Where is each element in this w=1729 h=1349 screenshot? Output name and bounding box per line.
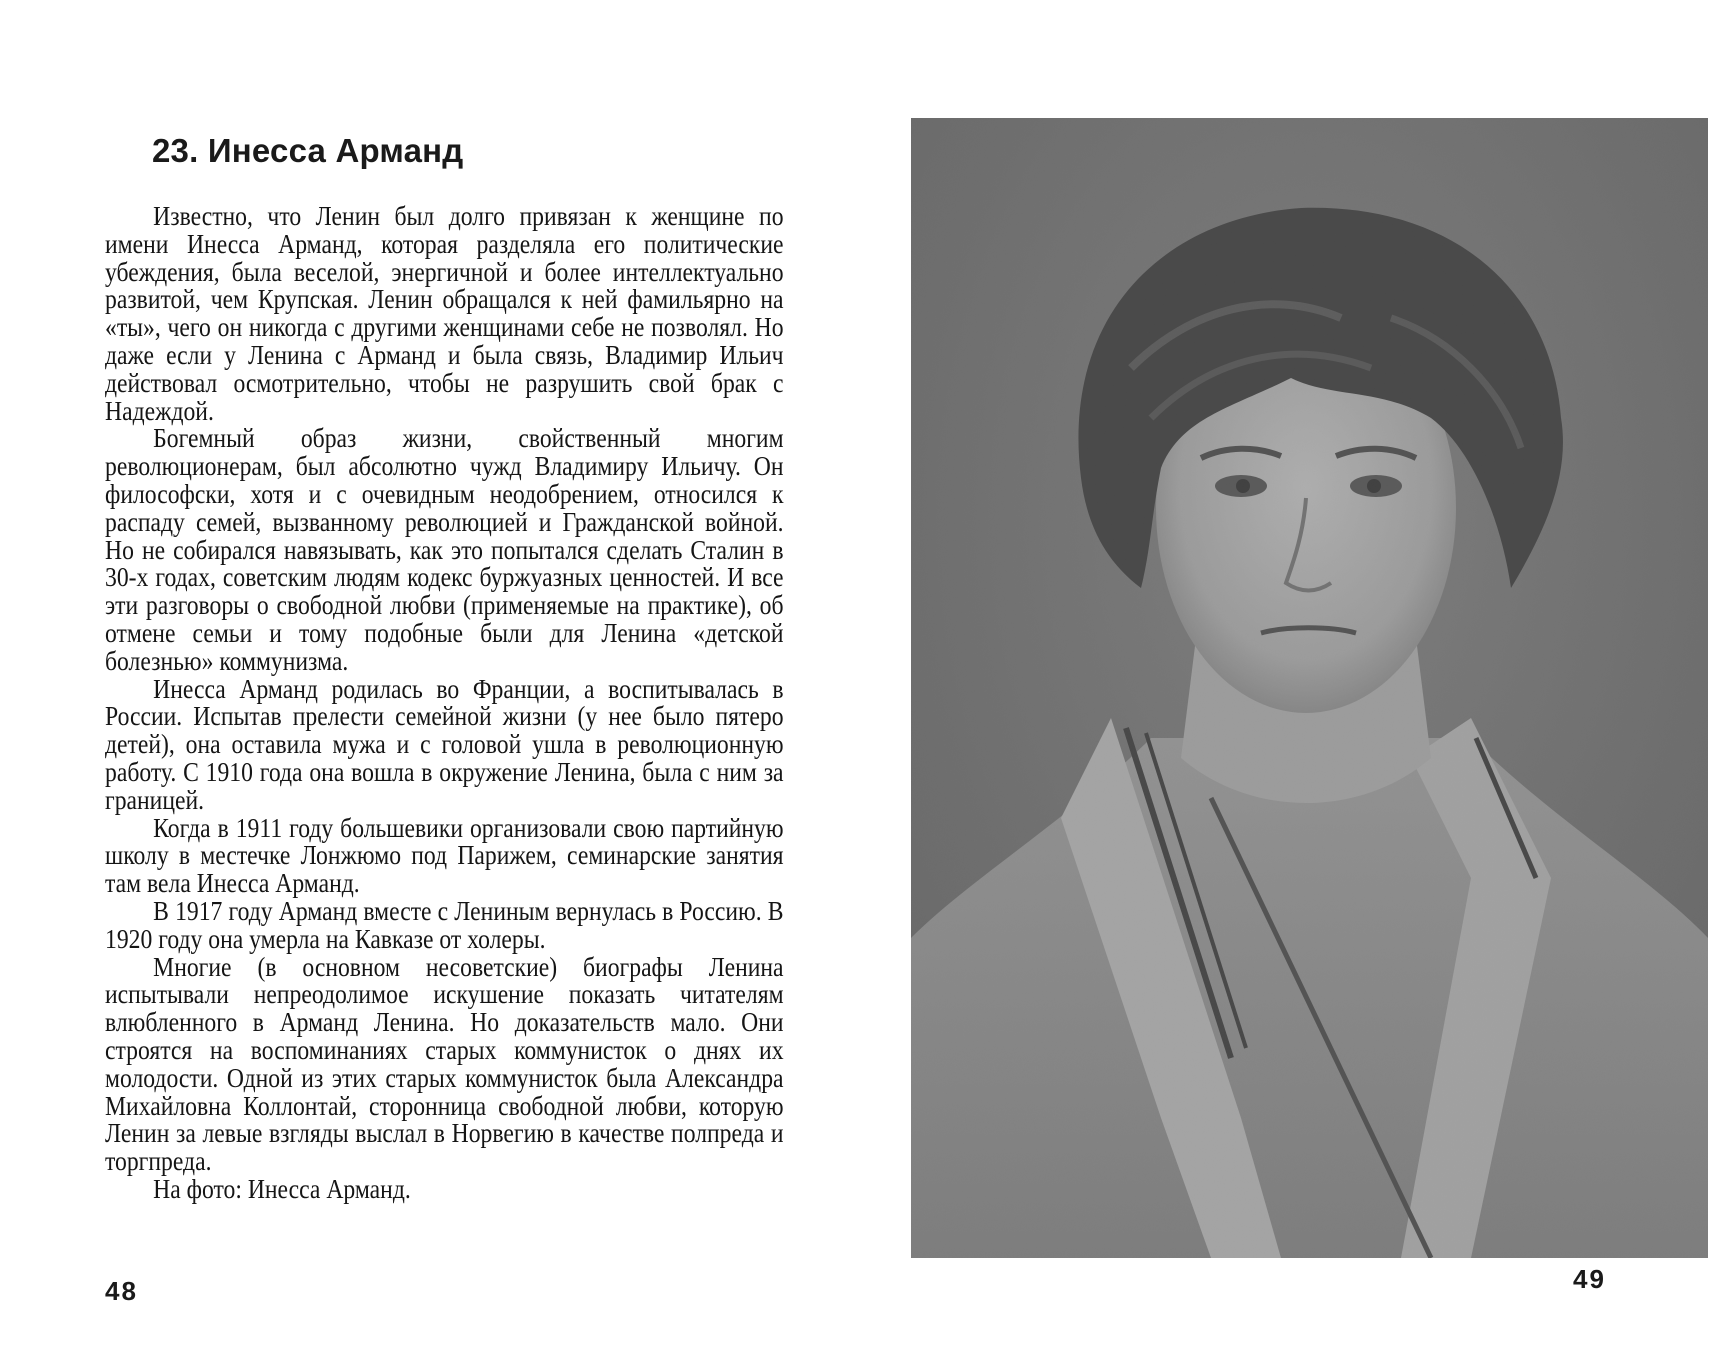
- portrait-photo: [911, 118, 1708, 1258]
- paragraph-1: Известно, что Ленин был долго привязан к женщине по имени Инесса Арманд, которая разделяла его политические убеждения, была веселой, энергичной и более интеллектуально развитой, чем Крупская. Ленин обращался к ней фамильярно на «ты», чего он никогда с другими женщинами себе не позволял. Но даже если у Ленина с Арманд и была связь, Владимир Ильич действовал осмотрительно, чтобы не разрушить свой брак с Надеждой.: [105, 200, 784, 426]
- paragraph-2: Богемный образ жизни, свойственный многим революционерам, был абсолютно чужд Владимиру Ильичу. Он философски, хотя и с очевидным неодобрением, относился к распаду семей, вызванному революцией и Гражданской войной. Но не собирался навязывать, как это попытался сделать Сталин в 30-х годах, советским людям кодекс буржуазных ценностей. И все эти разговоры о свободной любви (применяемые на практике), об отмене семьи и тому подобные были для Ленина «детской болезнью» коммунизма.: [105, 422, 784, 676]
- paragraph-4: Когда в 1911 году большевики организовали свою партийную школу в местечке Лонжюмо под Парижем, семинарские занятия там вела Инесса Арманд.: [105, 811, 784, 899]
- paragraph-3: Инесса Арманд родилась во Франции, а воспитывалась в России. Испытав прелести семейной жизни (у нее было пятеро детей), она оставила мужа и с головой ушла в революционную работу. С 1910 года она вошла в окружение Ленина, была с ним за границей.: [105, 672, 784, 815]
- portrait-illustration: [911, 118, 1708, 1258]
- paragraph-6: Многие (в основном несоветские) биографы Ленина испытывали непреодолимое искушение показать читателям влюбленного в Арманд Ленина. Но доказательств мало. Они строятся на воспоминаниях старых коммунисток о днях их молодости. Одной из этих старых коммунисток была Александра Михайловна Коллонтай, сторонница свободной любви, которую Ленин за левые взгляды выслал в Норвегию в качестве полпреда и торгпреда.: [105, 950, 784, 1177]
- paragraph-5: В 1917 году Арманд вместе с Лениным вернулась в Россию. В 1920 году она умерла на Кавказе от холеры.: [105, 894, 784, 954]
- body-text: [105, 202, 784, 1203]
- chapter-title: 23. Инесса Арманд: [152, 132, 464, 169]
- page-number-left: 48: [105, 1276, 138, 1306]
- photo-caption: На фото: Инесса Арманд.: [153, 1172, 411, 1204]
- page-number-right: 49: [1573, 1264, 1606, 1294]
